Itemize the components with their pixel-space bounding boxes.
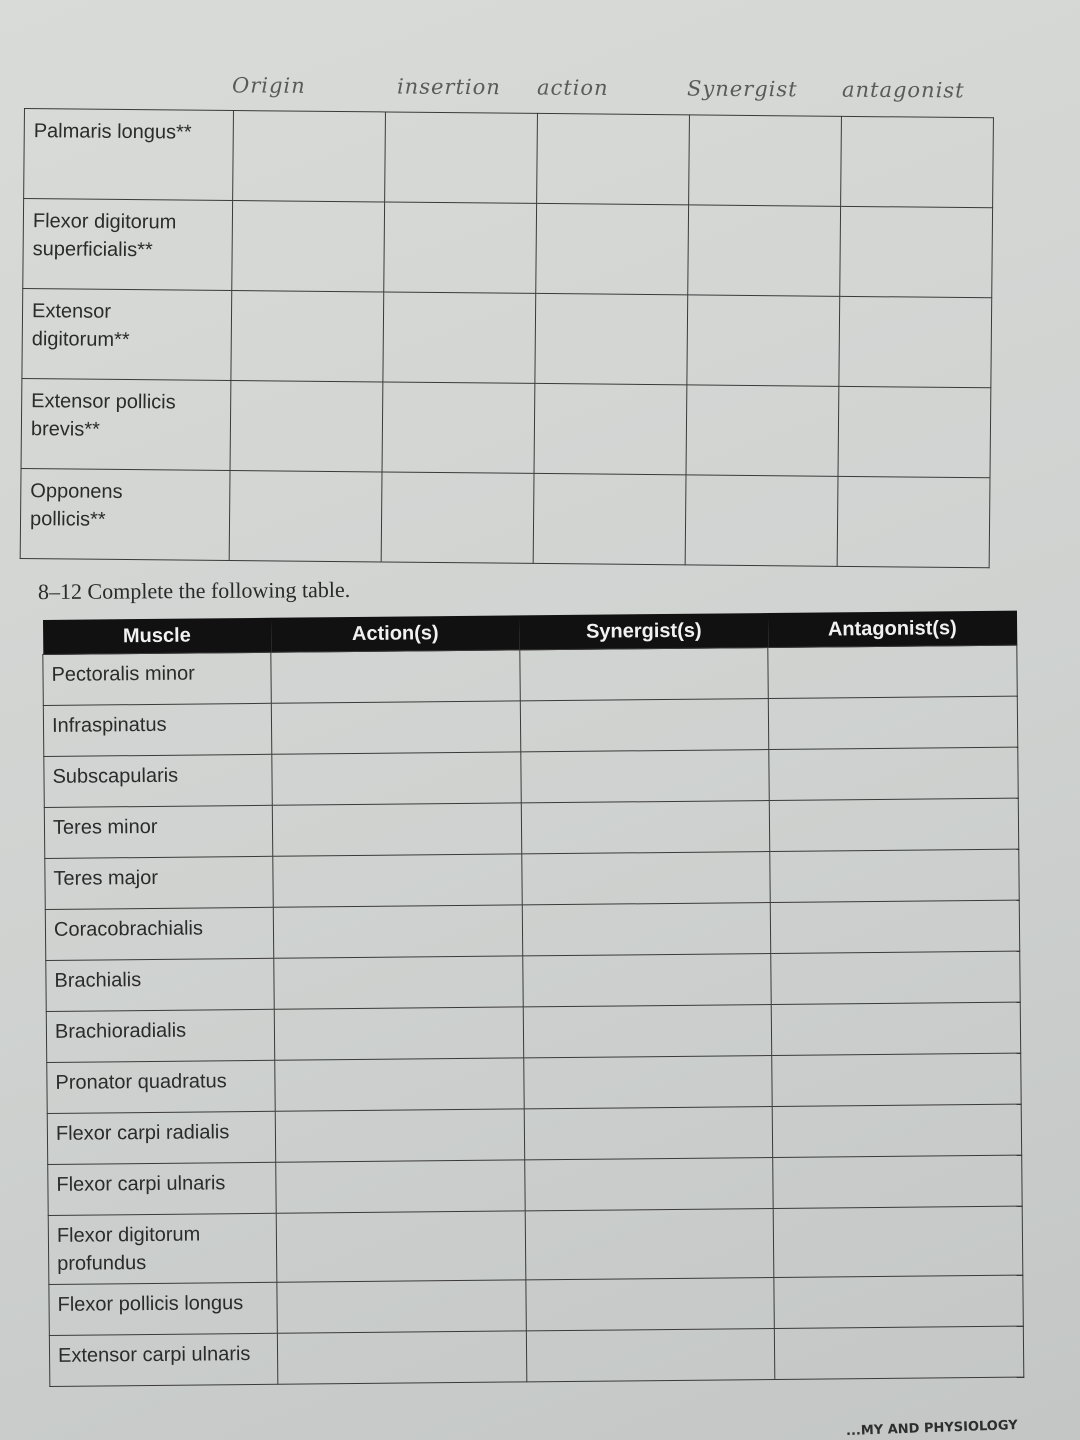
synergists-cell[interactable] — [525, 1209, 774, 1280]
actions-cell[interactable] — [274, 905, 523, 958]
footer-book-title: ...MY AND PHYSIOLOGY — [846, 1418, 1019, 1439]
muscle-name: Extensor pollicis — [31, 390, 176, 414]
origin-cell[interactable] — [231, 291, 384, 382]
muscle-name: Infraspinatus — [51, 713, 167, 737]
actions-cell[interactable] — [272, 752, 521, 805]
actions-cell[interactable] — [276, 1109, 525, 1162]
actions-cell[interactable] — [278, 1331, 527, 1384]
actions-cell[interactable] — [274, 956, 523, 1009]
antagonists-cell[interactable] — [772, 1002, 1021, 1055]
muscle-name: Flexor carpi radialis — [55, 1121, 230, 1145]
antagonist-cell[interactable] — [839, 296, 992, 387]
antagonist-cell[interactable] — [840, 206, 993, 297]
table-row — [23, 199, 993, 298]
table-row — [44, 747, 1018, 807]
actions-cell[interactable] — [275, 1007, 524, 1060]
handwritten-header-insertion: insertion — [396, 74, 501, 100]
synergist-cell[interactable] — [688, 205, 841, 296]
muscle-name: Subscapularis — [52, 764, 179, 788]
muscle-name: Flexor digitorum — [32, 210, 177, 234]
top-muscle-table — [20, 108, 994, 568]
header-actions: Action(s) — [271, 615, 520, 652]
muscle-name: Flexor digitorum — [56, 1223, 201, 1247]
muscle-name-cell — [22, 288, 232, 380]
muscle-name-cell — [46, 958, 275, 1011]
synergists-cell[interactable] — [526, 1278, 775, 1331]
header-muscle: Muscle — [42, 618, 271, 655]
table-row — [49, 1275, 1023, 1335]
antagonists-cell[interactable] — [774, 1275, 1023, 1328]
muscle-name-cell — [44, 754, 273, 807]
synergists-cell[interactable] — [520, 699, 769, 752]
muscle-name-cell — [46, 1009, 275, 1062]
antagonists-cell[interactable] — [770, 798, 1019, 851]
action-cell[interactable] — [533, 473, 686, 564]
muscle-name-cell — [43, 703, 272, 756]
table-row — [45, 849, 1019, 909]
muscle-name: Teres minor — [52, 815, 158, 839]
synergist-cell[interactable] — [686, 385, 839, 476]
muscle-name-cell — [43, 652, 272, 705]
muscle-name-cell — [23, 199, 233, 291]
handwritten-header-origin: Origin — [231, 73, 306, 98]
actions-cell[interactable] — [275, 1058, 524, 1111]
origin-cell[interactable] — [232, 201, 385, 292]
table-row — [44, 798, 1018, 858]
action-cell[interactable] — [534, 383, 687, 474]
actions-cell[interactable] — [273, 854, 522, 907]
table-row — [49, 1326, 1023, 1386]
synergists-cell[interactable] — [522, 852, 771, 905]
antagonists-cell[interactable] — [774, 1206, 1023, 1277]
insertion-cell[interactable] — [382, 382, 535, 473]
muscle-name: Palmaris longus** — [33, 120, 192, 144]
insertion-cell[interactable] — [385, 112, 538, 203]
muscle-name-cell — [47, 1060, 276, 1113]
synergist-cell[interactable] — [687, 295, 840, 386]
table-row — [47, 1104, 1021, 1164]
synergists-cell[interactable] — [522, 903, 771, 956]
muscle-name: Teres major — [53, 866, 159, 890]
muscle-name-cont: profundus — [57, 1252, 147, 1275]
muscle-name: Brachioradialis — [54, 1019, 187, 1043]
muscle-name: Flexor pollicis longus — [57, 1292, 244, 1316]
muscle-name-cell — [20, 468, 230, 560]
muscle-name-cell — [49, 1282, 278, 1335]
muscle-name-cont: brevis** — [30, 418, 100, 441]
antagonists-cell[interactable] — [771, 951, 1020, 1004]
muscle-name: Extensor carpi ulnaris — [57, 1343, 251, 1367]
synergists-cell[interactable] — [523, 1005, 772, 1058]
muscle-name-cell — [45, 856, 274, 909]
synergists-cell[interactable] — [525, 1158, 774, 1211]
table-row — [21, 378, 991, 477]
synergists-cell[interactable] — [523, 954, 772, 1007]
synergist-cell[interactable] — [685, 475, 838, 566]
table-row — [47, 1053, 1021, 1113]
synergists-cell[interactable] — [521, 801, 770, 854]
antagonists-cell[interactable] — [768, 645, 1017, 698]
synergist-cell[interactable] — [689, 115, 842, 206]
handwritten-header-antagonist: antagonist — [841, 77, 965, 103]
muscle-name-cell — [24, 109, 234, 201]
exercise-instruction: 8–12 Complete the following table. — [37, 576, 351, 605]
table-row — [24, 109, 994, 208]
antagonists-cell[interactable] — [775, 1326, 1024, 1379]
muscle-name-cell — [49, 1333, 278, 1386]
muscle-action-table — [42, 611, 1024, 1387]
antagonist-cell[interactable] — [838, 386, 991, 477]
table-row — [22, 288, 992, 387]
header-antagonists: Antagonist(s) — [768, 611, 1017, 648]
muscle-name-cont: superficialis** — [32, 238, 153, 262]
synergists-cell[interactable] — [521, 750, 770, 803]
muscle-name: Pectoralis minor — [51, 662, 196, 686]
handwritten-column-headers — [232, 67, 992, 112]
antagonist-cell[interactable] — [841, 116, 994, 207]
actions-cell[interactable] — [276, 1160, 525, 1213]
origin-cell[interactable] — [230, 380, 383, 471]
origin-cell[interactable] — [229, 470, 382, 561]
table-row — [46, 951, 1020, 1011]
table-row — [46, 1002, 1020, 1062]
antagonists-cell[interactable] — [773, 1155, 1022, 1208]
muscle-name: Opponens — [30, 480, 123, 503]
actions-cell[interactable] — [271, 650, 520, 703]
table-row — [20, 468, 990, 567]
muscle-name-cell — [48, 1213, 277, 1284]
insertion-cell[interactable] — [383, 292, 536, 383]
muscle-name-cell — [47, 1111, 276, 1164]
muscle-name-cont: pollicis** — [29, 508, 106, 531]
synergists-cell[interactable] — [524, 1056, 773, 1109]
origin-cell[interactable] — [233, 111, 386, 202]
action-cell[interactable] — [536, 203, 689, 294]
table-row — [43, 696, 1017, 756]
synergists-cell[interactable] — [526, 1328, 775, 1381]
table-row — [43, 645, 1017, 705]
muscle-name: Flexor carpi ulnaris — [56, 1172, 226, 1196]
actions-cell[interactable] — [277, 1280, 526, 1333]
antagonists-cell[interactable] — [771, 900, 1020, 953]
handwritten-header-synergist: Synergist — [686, 76, 798, 102]
synergists-cell[interactable] — [524, 1107, 773, 1160]
antagonists-cell[interactable] — [772, 1053, 1021, 1106]
action-cell[interactable] — [537, 113, 690, 204]
table-row — [48, 1206, 1023, 1284]
antagonist-cell[interactable] — [837, 476, 990, 567]
synergists-cell[interactable] — [520, 648, 769, 701]
insertion-cell[interactable] — [384, 202, 537, 293]
action-cell[interactable] — [535, 293, 688, 384]
muscle-name-cell — [48, 1162, 277, 1215]
muscle-name-cell — [45, 907, 274, 960]
antagonists-cell[interactable] — [769, 696, 1018, 749]
muscle-name-cell — [44, 805, 273, 858]
antagonists-cell[interactable] — [773, 1104, 1022, 1157]
antagonists-cell[interactable] — [769, 747, 1018, 800]
handwritten-header-action: action — [536, 75, 609, 100]
antagonists-cell[interactable] — [770, 849, 1019, 902]
muscle-name: Pronator quadratus — [55, 1070, 227, 1094]
muscle-name: Coracobrachialis — [53, 917, 204, 941]
table-row — [45, 900, 1019, 960]
muscle-name-cont: digitorum** — [31, 328, 130, 352]
muscle-name: Extensor — [31, 300, 112, 323]
actions-cell[interactable] — [273, 803, 522, 856]
actions-cell[interactable] — [277, 1211, 526, 1282]
table-row — [48, 1155, 1022, 1215]
header-synergists: Synergist(s) — [519, 613, 768, 650]
muscle-name: Brachialis — [54, 969, 142, 992]
muscle-name-cell — [21, 378, 231, 470]
insertion-cell[interactable] — [381, 472, 534, 563]
actions-cell[interactable] — [272, 701, 521, 754]
